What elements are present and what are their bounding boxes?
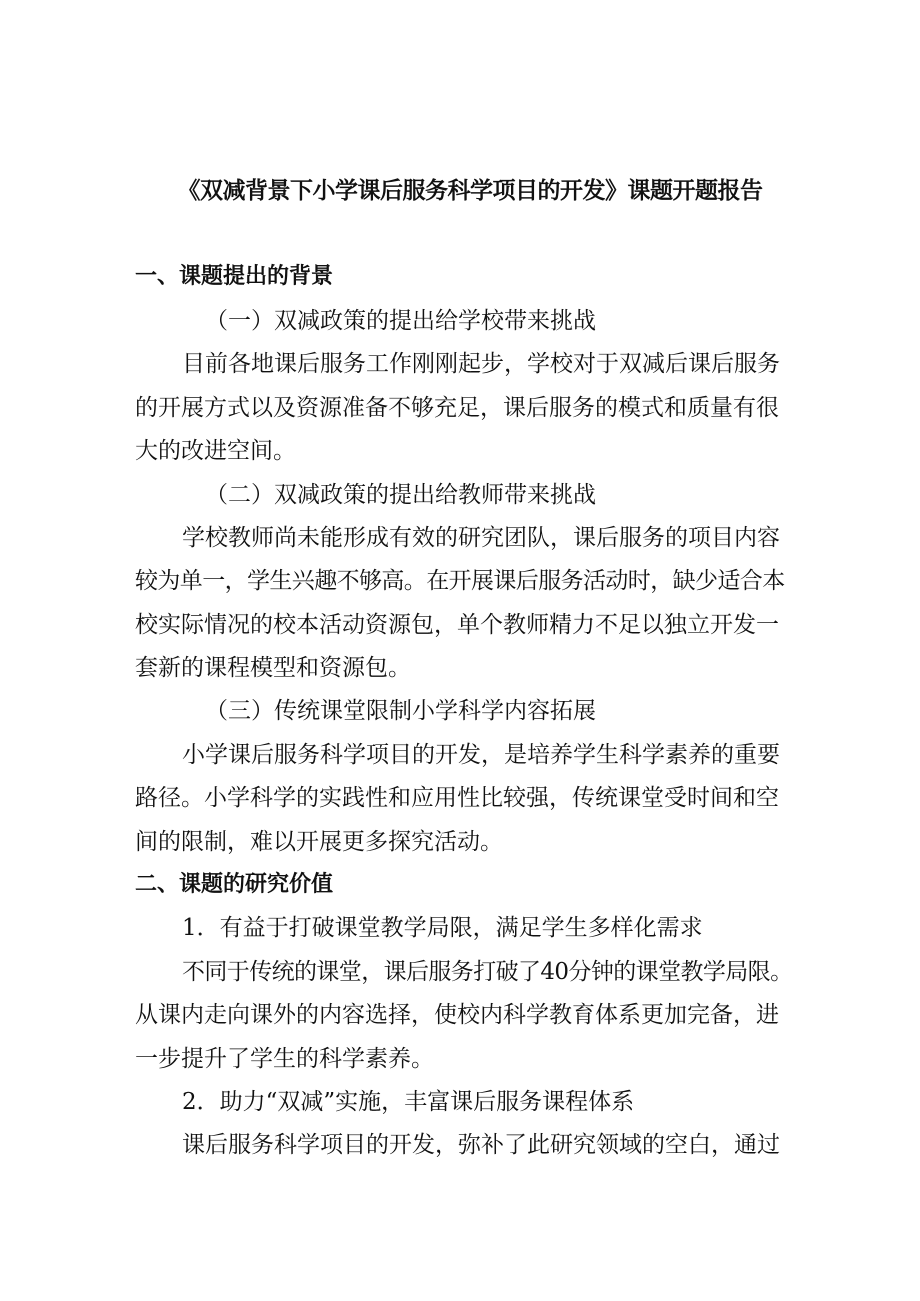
item-heading-2: 2．助力“双减”实施，丰富课后服务课程体系	[182, 1089, 635, 1115]
section-heading-1: 一、课题提出的背景	[135, 264, 334, 289]
paragraph-line: 间的限制，难以开展更多探究活动。	[135, 829, 503, 855]
paragraph-line: 路径。小学科学的实践性和应用性比较强，传统课堂受时间和空	[135, 785, 779, 811]
paragraph-line: 课后服务科学项目的开发，弥补了此研究领域的空白，通过	[182, 1132, 780, 1158]
subsection-heading-2: （二）双减政策的提出给教师带来挑战	[205, 482, 596, 508]
section-heading-2: 二、课题的研究价值	[135, 872, 334, 897]
item-heading-1: 1．有益于打破课堂教学局限，满足学生多样化需求	[182, 915, 703, 941]
paragraph-line: 目前各地课后服务工作刚刚起步，学校对于双减后课后服务	[182, 351, 780, 377]
paragraph-line: 套新的课程模型和资源包。	[135, 655, 411, 681]
paragraph-line: 小学课后服务科学项目的开发，是培养学生科学素养的重要	[182, 742, 780, 768]
paragraph-line: 学校教师尚未能形成有效的研究团队，课后服务的项目内容	[182, 525, 780, 551]
paragraph-line: 一步提升了学生的科学素养。	[135, 1046, 434, 1072]
paragraph-line: 大的改进空间。	[135, 438, 296, 464]
subsection-heading-3: （三）传统课堂限制小学科学内容拓展	[205, 698, 596, 724]
paragraph-line: 校实际情况的校本活动资源包，单个教师精力不足以独立开发一	[135, 612, 779, 638]
document-title: 《双减背景下小学课后服务科学项目的开发》课题开题报告	[177, 178, 763, 204]
subsection-heading-1: （一）双减政策的提出给学校带来挑战	[205, 308, 596, 334]
paragraph-line: 不同于传统的课堂，课后服务打破了40分钟的课堂教学局限。	[182, 959, 793, 985]
paragraph-line: 较为单一，学生兴趣不够高。在开展课后服务活动时，缺少适合本	[135, 568, 785, 594]
paragraph-line: 从课内走向课外的内容选择，使校内科学教育体系更加完备，进	[135, 1002, 779, 1028]
paragraph-line: 的开展方式以及资源准备不够充足，课后服务的模式和质量有很	[135, 395, 779, 421]
